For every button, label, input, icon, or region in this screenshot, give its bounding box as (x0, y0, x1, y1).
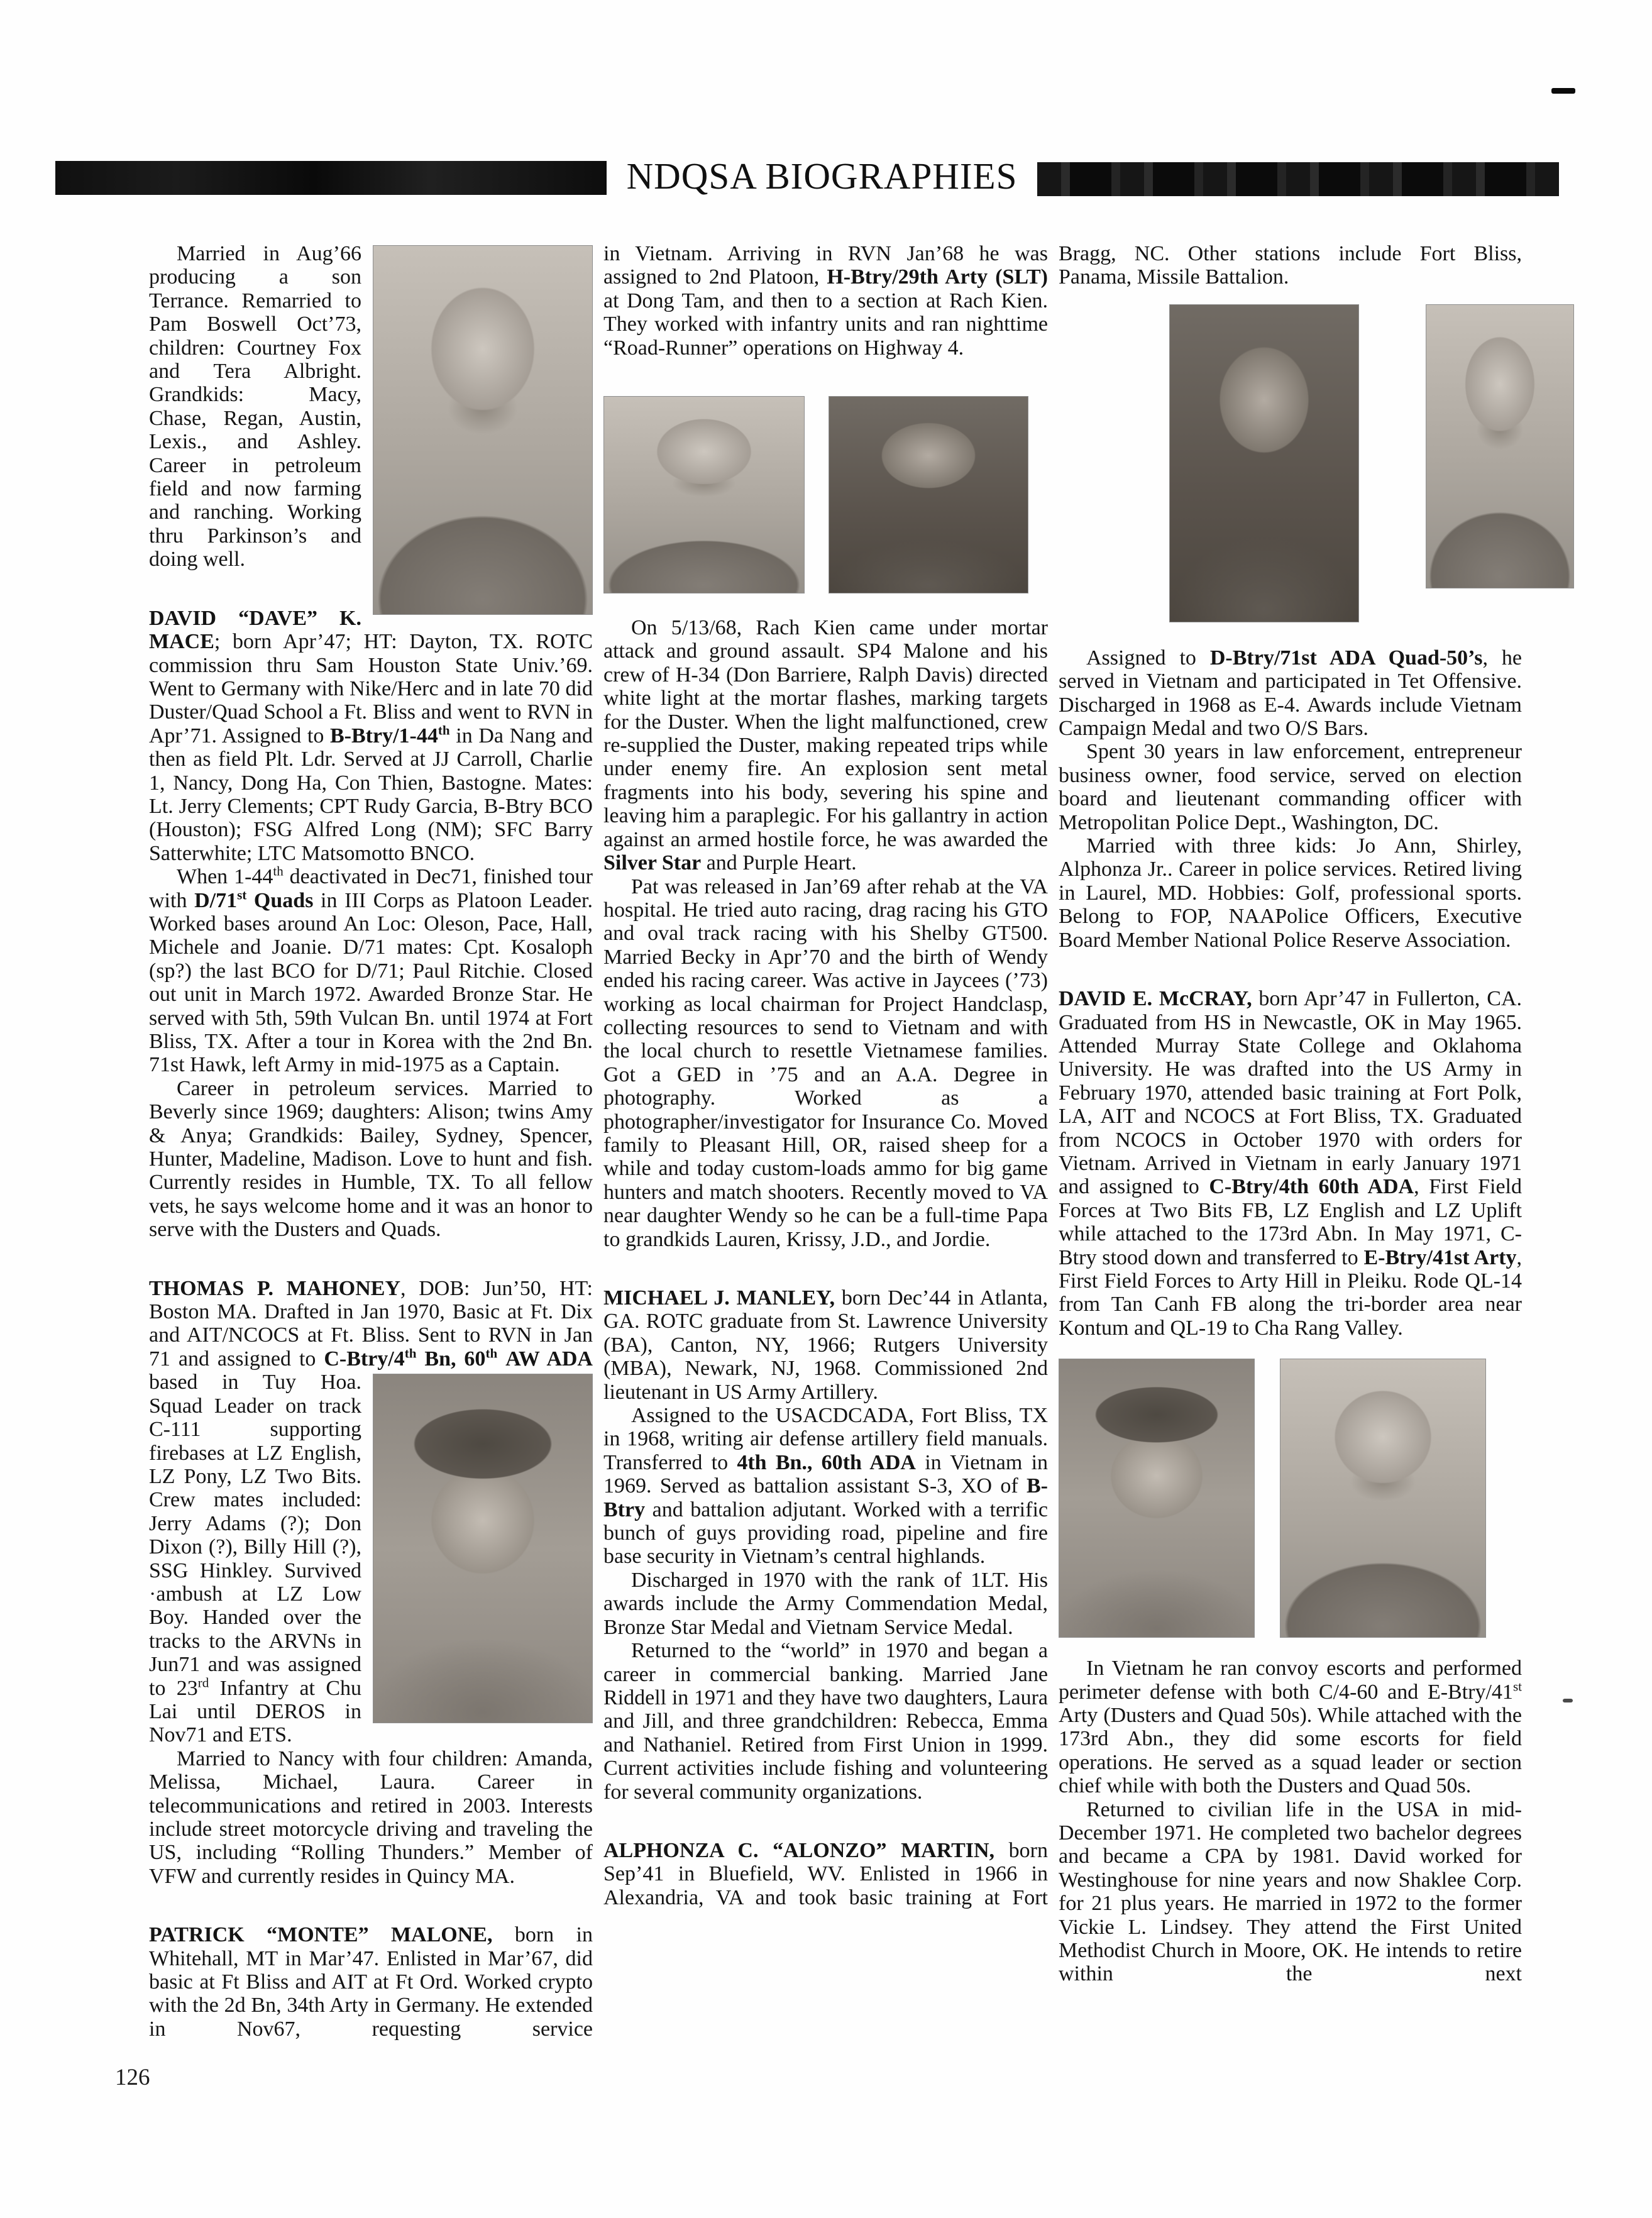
bio-martin-paragraph-2 (1059, 242, 1522, 289)
photo-malone-older (829, 396, 1028, 593)
photo-martin-older (1426, 304, 1574, 588)
bio-mace-text-3: Career in petroleum services. Married to Beverly since 1969; daughters: Alison; twins Amy & Anya; Grandkids: Bailey, Sydney, Spencer, Hunter, Madeline, Madison. Love to hunt and fish. Currently resides in Humble, TX. To all fellow vets, he says welcome home and it was an honor to serve with the Dusters and Quads. (149, 1076, 593, 1242)
bio-martin-text-2: Bragg, NC. Other stations include Fort Bliss, Panama, Missile Battalion. (1059, 242, 1522, 289)
bio-manley-paragraph-4 (603, 1639, 1048, 1804)
page-number: 126 (115, 2065, 150, 2090)
photo-row-mccray (1059, 1359, 1522, 1638)
bio-martin-paragraph-1 (603, 1839, 1048, 1909)
bio-manley-paragraph-1 (603, 1286, 1048, 1404)
bio-mahoney-paragraph-2 (149, 1747, 593, 1888)
scan-dash-mark (1551, 88, 1575, 94)
bio-mace-text-2: When 1-44th deactivated in Dec71, finished tour with D/71st Quads in III Corps as Platoon Leader. Worked bases around An Loc: Oleson, Pace, Hall, Michele and Joanie. D/71 mates: Cpt. Kosaloph (sp?) the last BCO for D/71; Paul Ritchie. Closed out unit in March 1972. Awarded Bronze Star. He served with 5th, 59th Vulcan Bn. until 1974 at Fort Bliss, TX. After a tour in Korea with the 2nd Bn. 71st Hawk, left Army in mid-1975 as a Captain. (149, 863, 593, 1077)
photo-mccray-young (1059, 1359, 1255, 1638)
photo-row-malone (603, 396, 1048, 593)
bio-mace-paragraph-1 (149, 607, 593, 865)
photo-mahoney-cap (373, 1374, 593, 1723)
bio-mccray-text-2: In Vietnam he ran convoy escorts and performed perimeter defense with both C/4-60 and E-Btry/41st Arty (Dusters and Quad 50s). While attached with the 173rd Abn., they did some escorts for field operations. He served as a squad leader or section chief while with both the Dusters and Quad 50s. (1059, 1657, 1522, 1798)
bio-manley-text-4: Returned to the “world” in 1970 and began a career in commercial banking. Married Jane Riddell in 1971 and they have two daughters, Laura and Jill, and three grandchildren: Rebecca, Emma and Nathaniel. Retired from First Union in 1999. Current activities include fishing and volunteering for several community organizations. (603, 1639, 1048, 1804)
bio-martin-paragraph-5 (1059, 834, 1522, 952)
column-1 (149, 242, 593, 2041)
bio-manley-text-3: Discharged in 1970 with the rank of 1LT. His awards include the Army Commendation Medal, Bronze Star Medal and Vietnam Service Medal. (603, 1568, 1048, 1639)
bio-continuation-text: Married in Aug’66 producing a son Terrance. Remarried to Pam Boswell Oct’73, children: Courtney Fox and Tera Albright. Grandkids: Macy, Chase, Regan, Austin, Lexis., and Ashley. Career in petroleum field and now farming and ranching. Working thru Parkinson’s and doing well. (149, 242, 361, 571)
bio-martin-text-1: ALPHONZA C. “ALONZO” MARTIN, born Sep’41 in Bluefield, WV. Enlisted in 1966 in Alexandria, VA and took basic training at Fort (603, 1838, 1048, 1909)
bio-martin-text-4: Spent 30 years in law enforcement, entrepreneur business owner, food service, served on election board and lieutenant commanding officer with Metropolitan Police Dept., Washington, DC. (1059, 740, 1522, 834)
photo-veteran-smiling (373, 245, 593, 615)
bio-manley-text-2: Assigned to the USACDCADA, Fort Bliss, TX in 1968, writing air defense artillery field manuals. Transferred to 4th Bn., 60th ADA in Vietnam in 1969. Served as battalion assistant S-3, XO of B-Btry and battalion adjutant. Worked with a terrific bunch of guys providing road, pipeline and fire base security in Vietnam’s central highlands. (603, 1404, 1049, 1569)
bio-malone-paragraph-4 (603, 875, 1048, 1252)
bio-martin-paragraph-4 (1059, 740, 1522, 834)
bio-mccray-paragraph-2 (1059, 1657, 1522, 1797)
header-rule-left (55, 161, 607, 195)
photo-martin-young (1169, 304, 1359, 622)
bio-mahoney-text-b: AW ADA based in Tuy Hoa. Squad Leader on track C-111 supporting firebases at LZ English, LZ Pony, LZ Two Bits. Crew mates included: Jerry Adams (?); Don Dixon (?), Billy Hill (?), SSG Hinkley. Survived ·ambush at LZ Low Boy. Handed over the tracks to the ARVNs in Jun71 and was assigned to 23rd Infantry at Chu Lai until DEROS in Nov71 and ETS. (149, 1347, 593, 1747)
header-rule-right (1037, 162, 1559, 196)
bio-martin-paragraph-3 (1059, 646, 1522, 741)
bio-mahoney-text-a: THOMAS P. MAHONEY, DOB: Jun’50, HT: Boston MA. Drafted in Jan 1970, Basic at Ft. Dix and AIT/NCOCS at Ft. Bliss. Sent to RVN in Jan 71 and assigned to C-Btry/4th Bn, 60th (149, 1276, 593, 1371)
bio-mccray-paragraph-1 (1059, 987, 1522, 1340)
column-3 (1059, 242, 1522, 1986)
page-title: NDQSA BIOGRAPHIES (626, 155, 1018, 197)
bio-martin-text-5: Married with three kids: Jo Ann, Shirley, Alphonza Jr.. Career in police services. Retired living in Laurel, MD. Hobbies: Golf, professional sports. Belong to FOP, NAAPolice Officers, Executive Board Member National Police Reserve Association. (1059, 834, 1522, 952)
column-2 (603, 242, 1048, 1909)
bio-malone-paragraph-2 (603, 242, 1048, 360)
bio-malone-text-3: On 5/13/68, Rach Kien came under mortar attack and ground assault. SP4 Malone and his crew of H-34 (Don Barriere, Ralph Davis) directed white light at the mortar flashes, marking targets for the Duster. When the light malfunctioned, crew re-supplied the Duster, making repeated trips while under enemy fire. An explosion sent metal fragments into his body, severing his spine and leaving him a paraplegic. For his gallantry in action against an armed hostile force, he was awarded the Silver Star and Purple Heart. (603, 616, 1048, 875)
photo-malone-young (603, 396, 805, 593)
bio-martin-text-3: Assigned to D-Btry/71st ADA Quad-50’s, he served in Vietnam and participated in Tet Offensive. Discharged in 1968 as E-4. Awards include Vietnam Campaign Medal and two O/S Bars. (1059, 646, 1523, 741)
bio-mccray-paragraph-3 (1059, 1798, 1522, 1986)
bio-malone-text-1: PATRICK “MONTE” MALONE, born in Whitehall, MT in Mar’47. Enlisted in Mar’67, did basic at Ft Bliss and AIT at Ft Ord. Worked crypto with the 2d Bn, 34th Arty in Germany. He extended in Nov67, requesting service (149, 1923, 593, 2041)
bio-mccray-text-1: DAVID E. McCRAY, born Apr’47 in Fullerton, CA. Graduated from HS in Newcastle, OK in May 1965. Attended Murray State College and Oklahoma University. He was drafted into the US Army in February 1970, attended basic training at Fort Polk, LA, AIT and NCOCS at Fort Bliss, TX. Graduated from NCOCS in October 1970 with orders for Vietnam. Arrived in Vietnam in early January 1971 and assigned to C-Btry/4th 60th ADA, First Field Forces at Two Bits FB, LZ English and LZ Uplift while attached to the 173rd Abn. In May 1971, C-Btry stood down and transferred to E-Btry/41st Arty, First Field Forces to Arty Hill in Pleiku. Rode QL-14 from Tan Canh FB along the tri-border area near Kontum and QL-19 to Cha Rang Valley. (1059, 987, 1522, 1340)
bio-malone-text-4: Pat was released in Jan’69 after rehab at the VA hospital. He tried auto racing, drag racing his GTO and oval track racing with his Shelby GT500. Married Becky in Apr’70 and the birth of Wendy ended his racing career. Was active in Jaycees (’73) working as local chairman for Project Handclasp, collecting resources to send to Vietnam and with the local church to resettle Vietnamese families. Got a GED in ’75 and an A.A. Degree in photography. Worked as a photographer/investigator for Insurance Co. Moved family to Pleasant Hill, OR, raised sheep for a while and today custom-loads ammo for big game hunters and match shooters. Recently moved to VA near daughter Wendy so he can be a full-time Papa to grandkids Lauren, Krissy, J.D., and Jordie. (603, 875, 1048, 1251)
bio-mace-text-1: DAVID “DAVE” K. MACE; born Apr’47; HT: Dayton, TX. ROTC commission thru Sam Houston State Univ.’69. Went to Germany with Nike/Herc and in late 70 did Duster/Quad School a Ft. Bliss and went to RVN in Apr’71. Assigned to B-Btry/1-44th in Da Nang and then as field Plt. Ldr. Served at JJ Carroll, Charlie 1, Nancy, Dong Ha, Con Thien, Bastogne. Mates: Lt. Jerry Clements; CPT Rudy Garcia, B-Btry BCO (Houston); FSG Alfred Long (NM); SFC Barry Satterwhite; LTC Matsomotto BNCO. (149, 606, 593, 865)
bio-malone-paragraph-1 (149, 1923, 593, 2041)
bio-manley-paragraph-2 (603, 1404, 1048, 1569)
bio-mccray-text-3: Returned to civilian life in the USA in mid-December 1971. He completed two bachelor degrees and became a CPA by 1981. David worked for Westinghouse for nine years and now Shaklee Corp. for 21 plus years. He married in 1972 to the former Vickie L. Lindsey. They attend the First United Methodist Church in Moore, OK. He intends to retire within the next (1059, 1797, 1522, 1986)
photo-row-martin (1169, 304, 1522, 622)
bio-mace-paragraph-3 (149, 1077, 593, 1242)
bio-manley-text-1: MICHAEL J. MANLEY, born Dec’44 in Atlanta, GA. ROTC graduate from St. Lawrence University (BA), Canton, NY, 1966; Rutgers University (MBA), Newark, NJ, 1968. Commissioned 2nd lieutenant in US Army Artillery. (603, 1286, 1049, 1404)
bio-manley-paragraph-3 (603, 1569, 1048, 1639)
bio-mahoney-text-2: Married to Nancy with four children: Amanda, Melissa, Michael, Laura. Career in telecommunications and retired in 2003. Interests include street motorcycle driving and traveling the US, including “Rolling Thunders.” Member of VFW and currently resides in Quincy MA. (149, 1746, 593, 1888)
bio-malone-paragraph-3 (603, 616, 1048, 875)
photo-mccray-older (1280, 1359, 1486, 1638)
bio-mahoney-paragraph-1 (149, 1277, 593, 1747)
scan-dot-mark (1563, 1699, 1573, 1702)
bio-continuation-paragraph (149, 242, 593, 571)
bio-mace-paragraph-2 (149, 865, 593, 1077)
bio-malone-text-2: in Vietnam. Arriving in RVN Jan’68 he was assigned to 2nd Platoon, H-Btry/29th Arty (SLT) at Dong Tam, and then to a section at Rach Kien. They worked with infantry units and ran nighttime “Road-Runner” operations on Highway 4. (603, 242, 1048, 360)
